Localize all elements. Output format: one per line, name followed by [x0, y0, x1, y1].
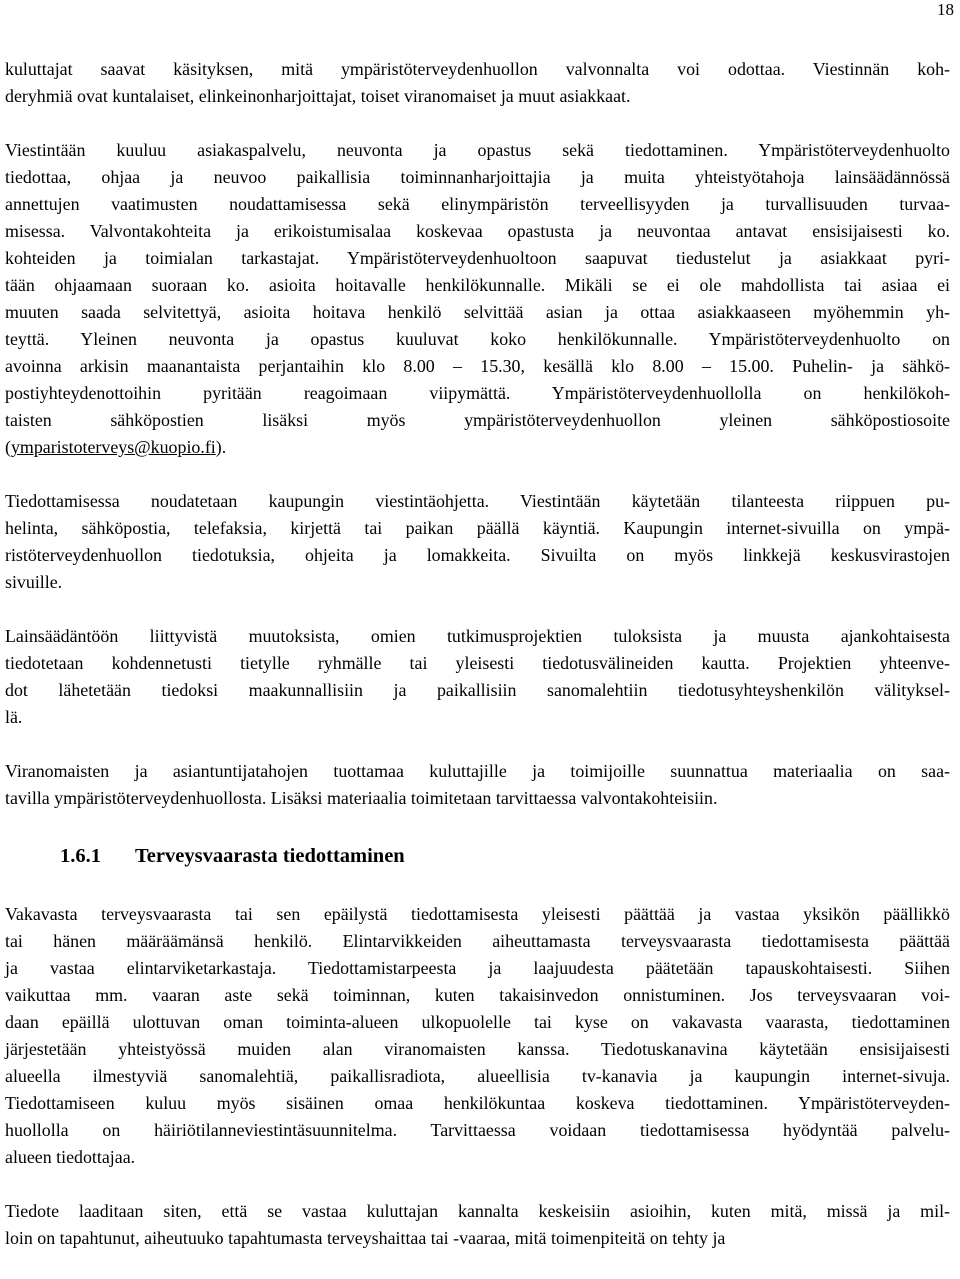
text-line: vaikuttaa mm. vaaran aste sekä toiminnan, kuten takaisinvedon onnistuminen. Jos terveysvaaran voi-	[5, 985, 950, 1005]
text-line: dot lähetetään tiedoksi maakunnallisiin ja paikallisiin sanomalehtiin tiedotusyhteyshenkilön välityksel-	[5, 680, 950, 700]
text-line: Tiedote laaditaan siten, että se vastaa kuluttajan kannalta keskeisiin asioihin, kuten mitä, missä ja mil-	[5, 1201, 950, 1221]
text-line: sivuille.	[5, 572, 63, 592]
text-line: kohteiden ja toimialan tarkastajat. Ympäristöterveydenhuoltoon saapuvat tiedustelut ja asiakkaat pyri-	[5, 248, 950, 268]
text-line: Tiedottamiseen kuluu myös sisäinen omaa henkilökuntaa koskeva tiedottaminen. Ympäristöterveyden-	[5, 1093, 950, 1113]
text-line: teyttä. Yleinen neuvonta ja opastus kuuluvat koko henkilökunnalle. Ympäristöterveydenhuolto on	[5, 329, 950, 349]
text-line: alueen tiedottajaa.	[5, 1147, 136, 1167]
text-line: avoinna arkisin maanantaista perjantaihin klo 8.00 – 15.30, kesällä klo 8.00 – 15.00. Puhelin- ja sähkö-	[5, 356, 950, 376]
text-line: järjestetään yhteistyössä muiden alan viranomaisten kanssa. Tiedotuskanavina käytetään ensisijaisesti	[5, 1039, 950, 1059]
text-line: postiyhteydenottoihin pyritään reagoimaan viipymättä. Ympäristöterveydenhuollolla on henkilökoh-	[5, 383, 950, 403]
text-line: muuten saada selvitettyä, asioita hoitava henkilö selvittää asian ja ottaa asiakkaaseen myöhemmin yh-	[5, 302, 950, 322]
paragraph	[5, 758, 950, 812]
text-line: misessa. Valvontakohteita ja erikoistumisalaa koskevaa opastusta ja neuvontaa antavat ensisijaisesti ko.	[5, 221, 950, 241]
text-line: lä.	[5, 707, 23, 727]
text-line: daan epäillä ulottuvan oman toiminta-alueen ulkopuolelle tai kyse on vakavasta vaarasta, tiedottaminen	[5, 1012, 950, 1032]
heading-title: Terveysvaarasta tiedottaminen	[135, 845, 405, 867]
text-line: deryhmiä ovat kuntalaiset, elinkeinonharjoittajat, toiset viranomaiset ja muut asiakkaat.	[5, 86, 631, 106]
paragraph	[5, 623, 950, 731]
section-heading	[5, 843, 950, 870]
paren-open: (	[5, 437, 11, 457]
text-line	[5, 434, 950, 461]
text-line: Vakavasta terveysvaarasta tai sen epäilystä tiedottamisesta yleisesti päättää ja vastaa yksikön päällikkö	[5, 904, 950, 924]
text-line: taisten sähköpostien lisäksi myös ympäristöterveydenhuollon yleinen sähköpostiosoite	[5, 410, 950, 430]
section-before-heading	[5, 56, 950, 812]
section-after-heading	[5, 901, 950, 1252]
paragraph	[5, 488, 950, 596]
text-line: annettujen vaatimusten noudattamisessa sekä elinympäristön terveellisyyden ja turvallisuuden turvaa-	[5, 194, 950, 214]
text-line: helinta, sähköpostia, telefaksia, kirjettä tai paikan päällä käyntiä. Kaupungin internet-sivuilla on ympä-	[5, 518, 950, 538]
text-line: tään ohjaamaan suoraan ko. asioita hoitavalle henkilökunnalle. Mikäli se ei ole mahdollista tai asiaa ei	[5, 275, 950, 295]
text-line: tavilla ympäristöterveydenhuollosta. Lisäksi materiaalia toimitetaan tarvittaessa valvontakohteisiin.	[5, 788, 718, 808]
paragraph	[5, 901, 950, 1171]
document-body	[5, 56, 950, 1279]
text-line: huollolla on häiriötilanneviestintäsuunnitelma. Tarvittaessa voidaan tiedottamisessa hyödyntää palvelu-	[5, 1120, 950, 1140]
text-line: Tiedottamisessa noudatetaan kaupungin viestintäohjetta. Viestintään käytetään tilanteesta riippuen pu-	[5, 491, 950, 511]
heading-number: 1.6.1	[60, 845, 101, 867]
text-line: ja vastaa elintarviketarkastaja. Tiedottamistarpeesta ja laajuudesta päätetään tapauskohtaisesti. Siihen	[5, 958, 950, 978]
paragraph	[5, 1198, 950, 1252]
text-line: Viestintään kuuluu asiakaspalvelu, neuvonta ja opastus sekä tiedottaminen. Ympäristöterveydenhuolto	[5, 140, 950, 160]
text-line: alueella ilmestyviä sanomalehtiä, paikallisradiota, alueellisia tv-kanavia ja kaupungin internet-sivuja.	[5, 1066, 950, 1086]
text-line: tai hänen määräämänsä henkilö. Elintarvikkeiden aiheuttamasta terveysvaarasta tiedottamisesta päättää	[5, 931, 950, 951]
text-line: Viranomaisten ja asiantuntijatahojen tuottamaa kuluttajille ja toimijoille suunnattua materiaalia on saa-	[5, 761, 950, 781]
text-line: Lainsäädäntöön liittyvistä muutoksista, omien tutkimusprojektien tuloksista ja muusta ajankohtaisesta	[5, 626, 950, 646]
paren-close: ).	[215, 437, 227, 457]
paragraph	[5, 137, 950, 461]
paragraph	[5, 56, 950, 110]
text-line: loin on tapahtunut, aiheutuuko tapahtumasta terveyshaittaa tai -vaaraa, mitä toimenpiteitä on tehty ja	[5, 1228, 726, 1248]
email-link[interactable]: ymparistoterveys@kuopio.fi	[10, 437, 216, 457]
text-line: ristöterveydenhuollon tiedotuksia, ohjeita ja lomakkeita. Sivuilta on myös linkkejä keskusvirastojen	[5, 545, 950, 565]
text-line: tiedotetaan kohdennetusti tietylle ryhmälle tai yleisesti tiedotusvälineiden kautta. Projektien yhteenve-	[5, 653, 950, 673]
page-number: 18	[937, 0, 954, 19]
text-line: kuluttajat saavat käsityksen, mitä ympäristöterveydenhuollon valvonnalta voi odottaa. Viestinnän koh-	[5, 59, 950, 79]
text-line: tiedottaa, ohjaa ja neuvoo paikallisia toiminnanharjoittajia ja muita yhteistyötahoja lainsäädännössä	[5, 167, 950, 187]
